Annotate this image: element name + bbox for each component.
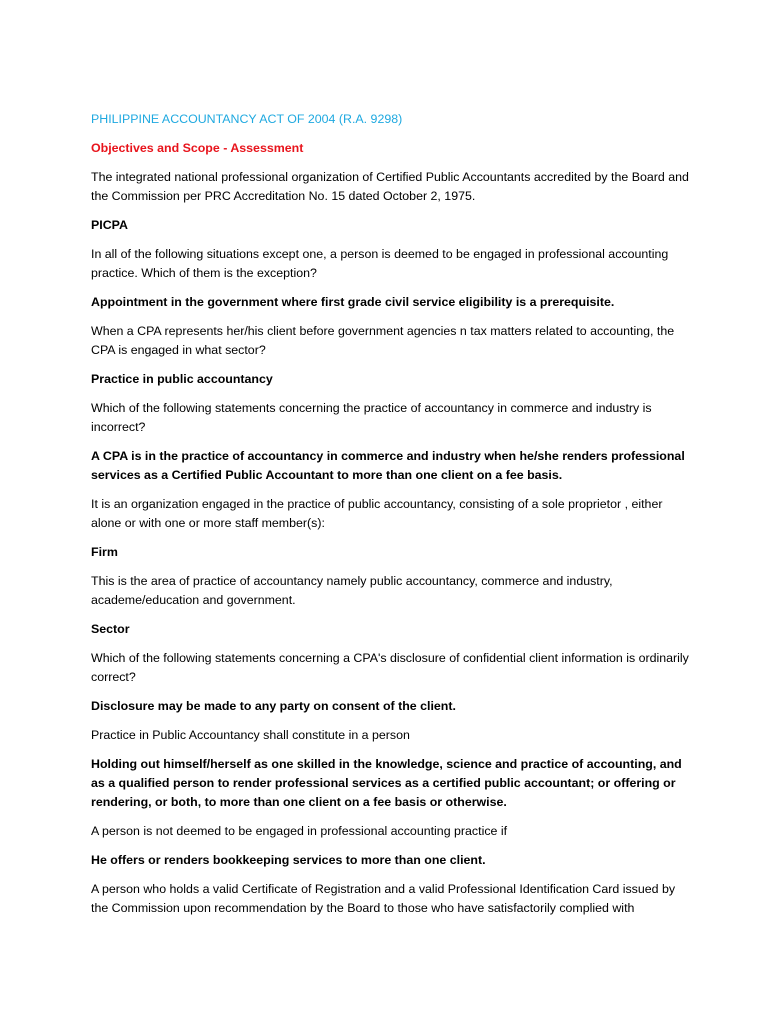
question-paragraph: It is an organization engaged in the practice of public accountancy, consisting of a sole proprietor , either alone or with one or more staff member(s): xyxy=(91,497,663,530)
question-paragraph: A person who holds a valid Certificate of Registration and a valid Professional Identification Card issued by the Commission upon recommendation by the Board to those who have satisfactorily complied with xyxy=(91,882,676,915)
question-paragraph: Practice in Public Accountancy shall constitute in a person xyxy=(91,728,410,742)
document-page xyxy=(91,110,691,928)
question-paragraph: In all of the following situations except one, a person is deemed to be engaged in professional accounting practice. Which of them is the exception? xyxy=(91,247,669,280)
answer-paragraph: Appointment in the government where first grade civil service eligibility is a prerequisite. xyxy=(91,295,615,309)
answer-paragraph: Disclosure may be made to any party on consent of the client. xyxy=(91,699,456,713)
question-paragraph: The integrated national professional organization of Certified Public Accountants accredited by the Board and the Commission per PRC Accreditation No. 15 dated October 2, 1975. xyxy=(91,170,689,203)
answer-paragraph: Sector xyxy=(91,622,130,636)
answer-paragraph: PICPA xyxy=(91,218,128,232)
answer-paragraph: He offers or renders bookkeeping services to more than one client. xyxy=(91,853,486,867)
question-paragraph: This is the area of practice of accountancy namely public accountancy, commerce and industry, academe/education and government. xyxy=(91,574,613,607)
question-paragraph: Which of the following statements concerning a CPA's disclosure of confidential client information is ordinarily correct? xyxy=(91,651,689,684)
question-paragraph: Which of the following statements concerning the practice of accountancy in commerce and industry is incorrect? xyxy=(91,401,652,434)
document-title: PHILIPPINE ACCOUNTANCY ACT OF 2004 (R.A. 9298) xyxy=(91,112,403,126)
question-paragraph: When a CPA represents her/his client before government agencies n tax matters related to accounting, the CPA is engaged in what sector? xyxy=(91,324,675,357)
answer-paragraph: A CPA is in the practice of accountancy in commerce and industry when he/she renders professional services as a Certified Public Accountant to more than one client on a fee basis. xyxy=(91,449,685,482)
answer-paragraph: Practice in public accountancy xyxy=(91,372,273,386)
document-subtitle: Objectives and Scope - Assessment xyxy=(91,141,304,155)
question-paragraph: A person is not deemed to be engaged in professional accounting practice if xyxy=(91,824,508,838)
answer-paragraph: Firm xyxy=(91,545,118,559)
document-body xyxy=(91,168,691,918)
answer-paragraph: Holding out himself/herself as one skilled in the knowledge, science and practice of accounting, and as a qualified person to render professional services as a certified public accountant; or offering or rendering, or both, to more than one client on a fee basis or otherwise. xyxy=(91,757,682,809)
